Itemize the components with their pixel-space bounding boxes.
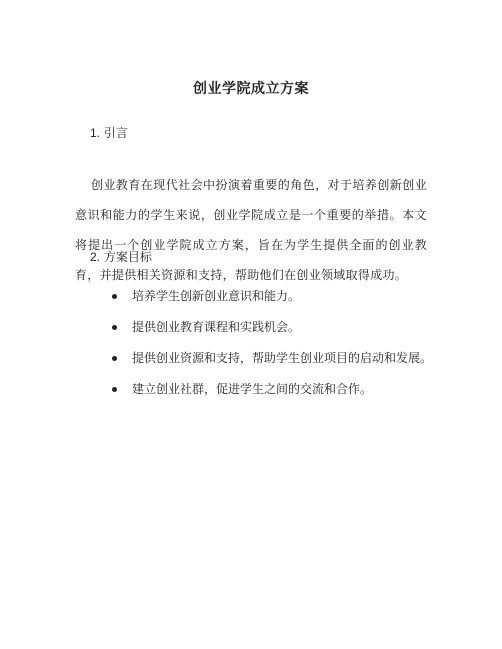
goals-list <box>112 288 432 412</box>
list-item-text: 提供创业教育课程和实践机会。 <box>132 320 301 334</box>
document-title: 创业学院成立方案 <box>193 81 309 97</box>
section-heading-text: 方案目标 <box>103 250 152 264</box>
bullet-icon <box>112 294 117 299</box>
section-heading-text: 引言 <box>103 126 128 140</box>
section-heading-goals <box>90 248 152 265</box>
list-item-text: 提供创业资源和支持，帮助学生创业项目的启动和发展。 <box>132 351 433 365</box>
list-item <box>112 381 432 412</box>
section-heading-introduction <box>90 124 128 141</box>
bullet-icon <box>112 356 117 361</box>
list-item <box>112 288 432 319</box>
introduction-paragraph: 创业教育在现代社会中扮演着重要的角色，对于培养创新创业意识和能力的学生来说，创业学院成立是一个重要的举措。本文将提出一个创业学院成立方案，旨在为学生提供全面的创业教育，并提供相关资源和支持，帮助他们在创业领域取得成功。 <box>75 178 427 282</box>
bullet-icon <box>112 325 117 330</box>
list-item-text: 培养学生创新创业意识和能力。 <box>132 289 301 303</box>
list-item-text: 建立创业社群，促进学生之间的交流和合作。 <box>132 382 373 396</box>
list-item <box>112 350 432 381</box>
bullet-icon <box>112 387 117 392</box>
section-number: 1. <box>90 126 101 140</box>
section-number: 2. <box>90 250 101 264</box>
list-item <box>112 319 432 350</box>
